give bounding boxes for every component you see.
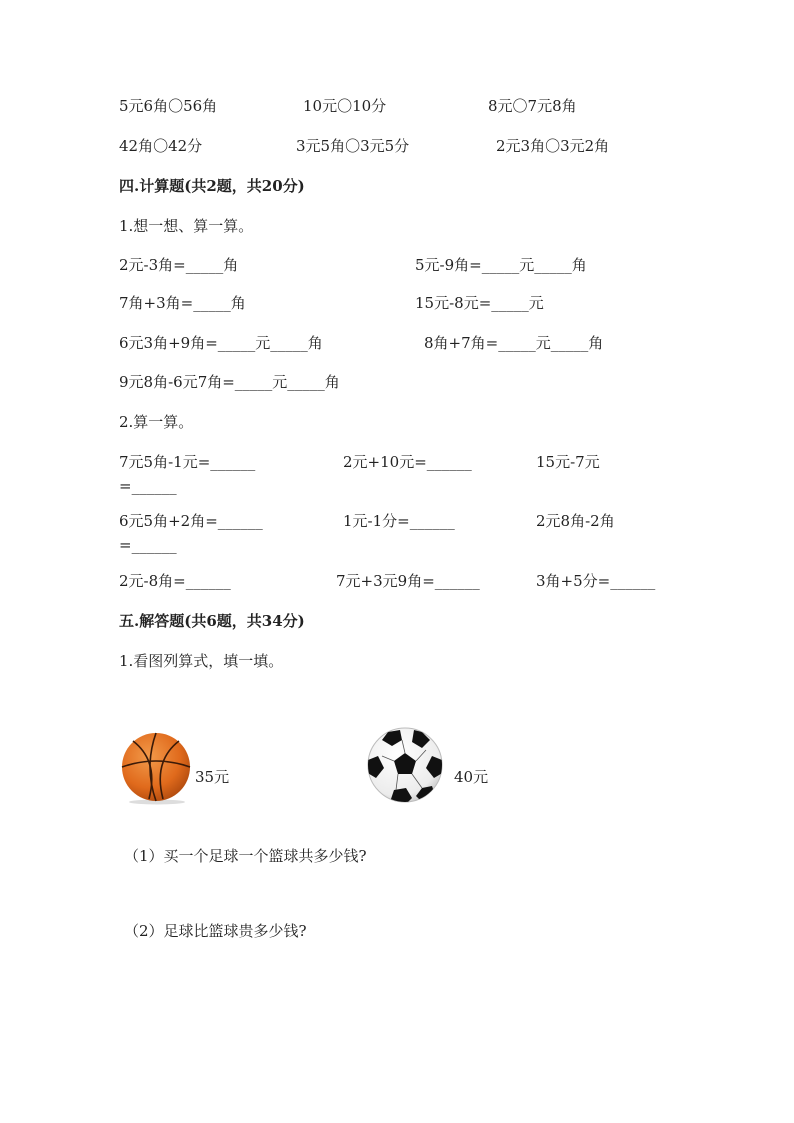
compare-item: 10元〇10分 — [303, 97, 387, 115]
football-icon — [366, 726, 444, 804]
calc-item: 15元-8元=_____元 — [415, 294, 544, 312]
calc-item: 2元-8角=______ — [119, 572, 231, 590]
calc-item: 2元+10元=______ — [343, 453, 472, 471]
compare-item: 5元6角〇56角 — [119, 97, 218, 115]
calc-item: 7角+3角=_____角 — [119, 294, 246, 312]
calc-item: 7元+3元9角=______ — [336, 572, 480, 590]
calc-item: 2元-3角=_____角 — [119, 256, 239, 274]
calc-item: 2元8角-2角 — [536, 512, 615, 530]
question-title: 1.看图列算式，填一填。 — [119, 652, 284, 670]
compare-item: 3元5角〇3元5分 — [296, 137, 410, 155]
sub-question: （1）买一个足球一个篮球共多少钱? — [124, 847, 367, 865]
calc-item: 3角+5分=______ — [536, 572, 656, 590]
question-title: 1.想一想、算一算。 — [119, 217, 254, 235]
calc-item-continuation: =______ — [119, 536, 177, 554]
compare-item: 42角〇42分 — [119, 137, 203, 155]
calc-item: 7元5角-1元=______ — [119, 453, 256, 471]
calc-item: 9元8角-6元7角=_____元_____角 — [119, 373, 340, 391]
compare-item: 8元〇7元8角 — [488, 97, 577, 115]
question-title: 2.算一算。 — [119, 413, 194, 431]
compare-item: 2元3角〇3元2角 — [496, 137, 610, 155]
section-heading: 四.计算题(共2题，共20分) — [119, 177, 305, 195]
basketball-price: 35元 — [195, 768, 230, 786]
calc-item: 5元-9角=_____元_____角 — [415, 256, 587, 274]
sub-question: （2）足球比篮球贵多少钱? — [124, 922, 307, 940]
football-price: 40元 — [454, 768, 489, 786]
basketball-icon — [119, 731, 193, 805]
section-heading: 五.解答题(共6题，共34分) — [119, 612, 305, 630]
calc-item: 8角+7角=_____元_____角 — [424, 334, 604, 352]
calc-item: 15元-7元 — [536, 453, 600, 471]
calc-item: 1元-1分=______ — [343, 512, 455, 530]
calc-item: 6元3角+9角=_____元_____角 — [119, 334, 323, 352]
calc-item-continuation: =______ — [119, 477, 177, 495]
calc-item: 6元5角+2角=______ — [119, 512, 263, 530]
